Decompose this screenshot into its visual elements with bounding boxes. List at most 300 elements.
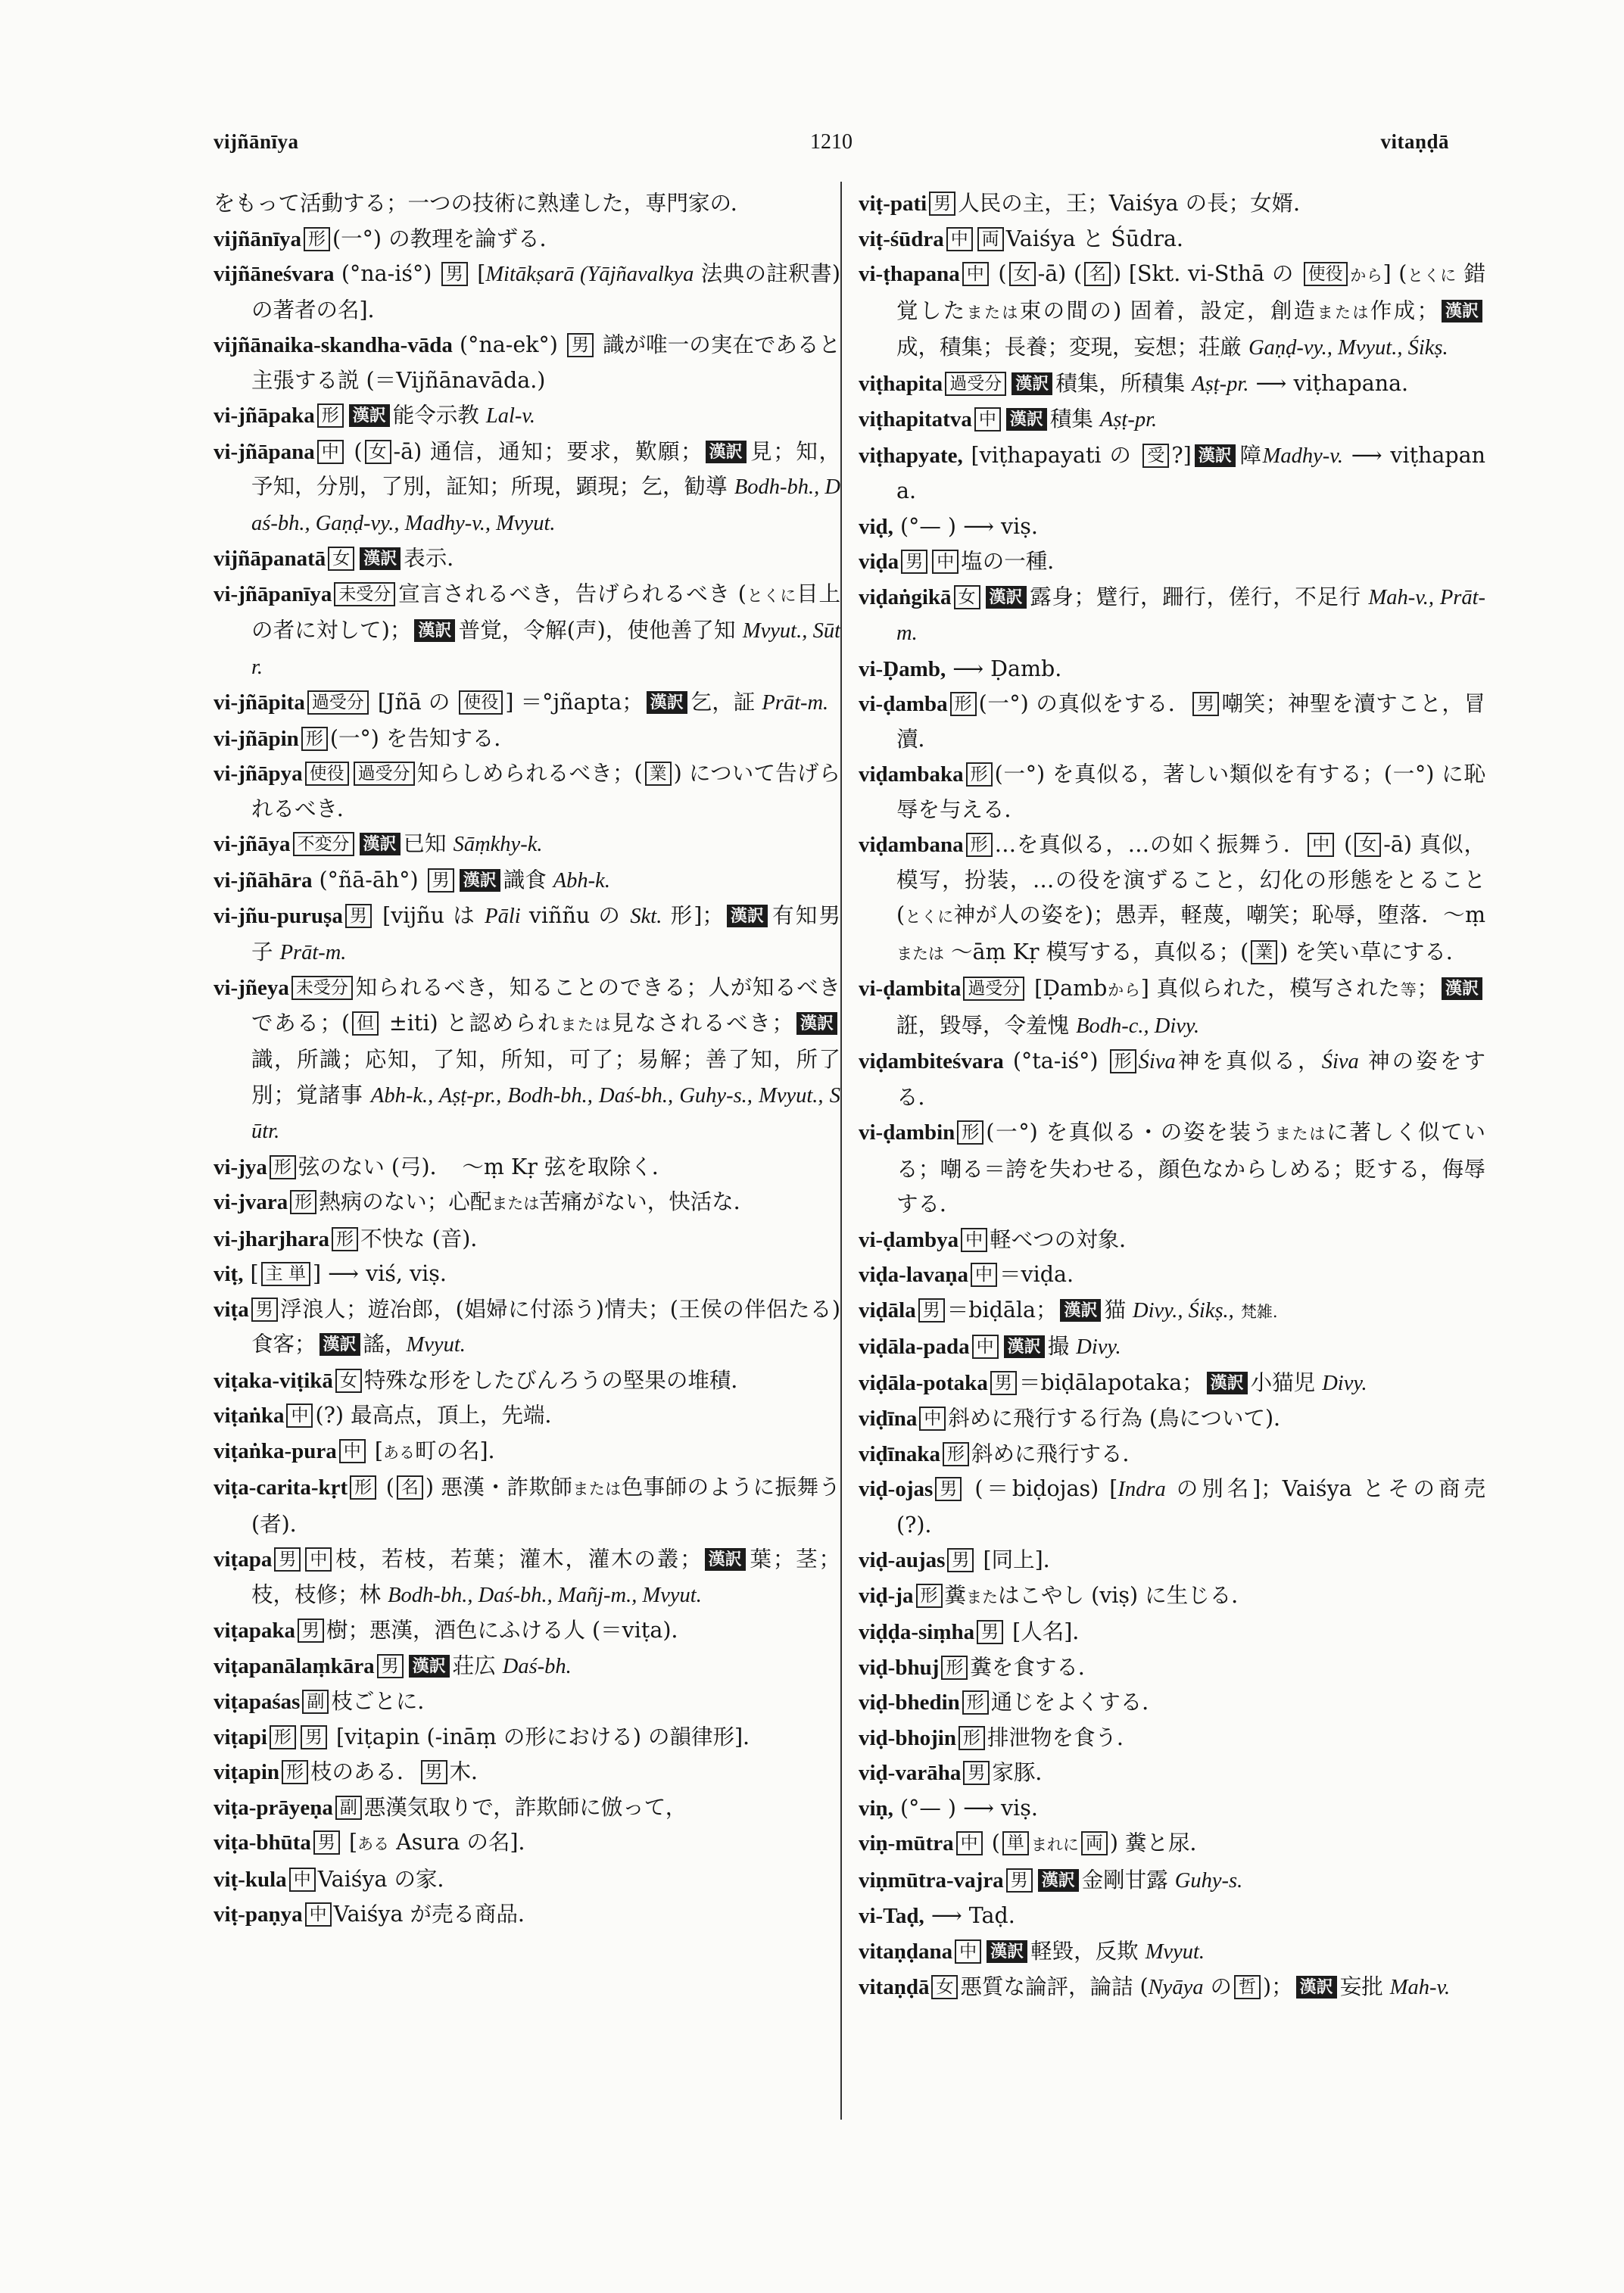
headword: viṭ-śūdra — [859, 226, 944, 251]
headword: vi-ḍambya — [859, 1227, 959, 1252]
headword: viḍa — [859, 550, 899, 574]
headword: vijñāneśvara — [214, 262, 335, 286]
grammar-tag: 中 — [955, 1939, 981, 1964]
translation-tag: 漢訳 — [1442, 977, 1482, 1000]
grammar-tag: 形 — [301, 727, 328, 751]
entry-text: ＝biḍālapotaka； — [1018, 1369, 1204, 1395]
entry-text: ±iti) と認められ — [381, 1010, 561, 1036]
grammar-tag: 男 — [301, 1725, 327, 1749]
dictionary-entry — [214, 1897, 840, 1933]
translation-tag: 漢訳 — [1296, 1976, 1337, 1999]
headword: viṭ-pati — [859, 192, 927, 216]
headword: vi-jñāhāra — [214, 868, 313, 893]
grammar-tag: 形 — [959, 1726, 985, 1750]
headword: viḍāla-pada — [859, 1335, 970, 1359]
grammar-tag: 形 — [270, 1725, 296, 1749]
grammar-tag: 男 — [918, 1298, 945, 1323]
small-note: 等 — [1400, 981, 1417, 999]
dictionary-entry — [214, 970, 840, 1150]
headword: viḍ-aujas — [859, 1548, 946, 1572]
source-abbrev: Mvyut., Sūtr. — [251, 619, 840, 679]
dictionary-entry — [859, 1223, 1485, 1258]
source-abbrev: Abh-k. — [553, 868, 610, 893]
dictionary-entry — [859, 1970, 1485, 2006]
grammar-tag: 形 — [350, 1475, 376, 1500]
dictionary-entry — [859, 1826, 1485, 1863]
grammar-tag: 中 — [1308, 833, 1334, 857]
dictionary-entry — [859, 1899, 1485, 1934]
entry-text: ( — [379, 1475, 394, 1500]
grammar-tag: 男 — [251, 1298, 278, 1322]
grammar-tag: 形 — [270, 1155, 296, 1179]
entry-text: 浮浪人；遊冶郎，(娼婦に付添う)情夫；(王侯の伴侶たる)食客； — [251, 1296, 840, 1357]
grammar-tag: 受 — [1142, 444, 1169, 468]
entry-text: 枝ごとに． — [331, 1689, 439, 1714]
dictionary-entry — [214, 1257, 840, 1292]
grammar-tag: 女 — [1009, 262, 1036, 286]
source-abbrev: Mitākṣarā (Yājñavalkya — [485, 263, 694, 286]
headword: viḍ-bhedin — [859, 1690, 960, 1715]
dictionary-entry — [214, 1790, 840, 1826]
grammar-tag: 使役 — [305, 762, 349, 786]
entry-text: 障 — [1238, 442, 1263, 468]
headword: vi-ḍambita — [859, 977, 962, 1001]
grammar-tag: 中 — [971, 1263, 997, 1287]
grammar-tag: 男 — [990, 1371, 1017, 1395]
entry-text: 町の名]． — [414, 1438, 510, 1463]
entry-text: 宣言されるべき，告げられるべき ( — [397, 581, 747, 606]
source-abbrev: Bodh-bh., Daś-bh., Gaṇḍ-vy., Madhy-v., Mvyut. — [251, 475, 841, 535]
entry-text: Vaiśya の家． — [317, 1866, 460, 1892]
dictionary-entry — [859, 1756, 1485, 1791]
translation-tag: 漢訳 — [796, 1012, 837, 1035]
dictionary-entry — [214, 1825, 840, 1862]
headword: viṭhapyate, — [859, 443, 963, 468]
small-note: または — [966, 303, 1020, 322]
source-abbrev: Madhy-v. — [1262, 444, 1343, 468]
entry-text: ) [Skt. vi-Sthā の — [1113, 261, 1301, 286]
dictionary-entry — [859, 1791, 1485, 1827]
entry-text: [ — [367, 1438, 383, 1463]
headword: vitaṇḍana — [859, 1939, 953, 1964]
entry-text: 嘲笑；神聖を瀆すこと，冒瀆． — [896, 691, 1485, 752]
entry-text: 積集，所積集 — [1055, 370, 1192, 396]
entry-text: 誑，毀辱，令羞愧 — [896, 1012, 1077, 1038]
entry-text: 能令示教 — [392, 403, 486, 428]
entry-text: 糞 — [944, 1582, 967, 1608]
headword: vi-jya — [214, 1154, 267, 1179]
entry-text: (一°) の教理を論ずる． — [332, 226, 562, 251]
entry-text: ( — [345, 438, 363, 464]
source-abbrev: Skt. — [630, 905, 662, 928]
dictionary-entry — [214, 577, 840, 686]
source-abbrev: Lal-v. — [485, 404, 536, 428]
source-abbrev: Guhy-s. — [1174, 1868, 1243, 1893]
grammar-tag: 男 — [441, 262, 468, 286]
grammar-tag: 形 — [966, 833, 993, 857]
entry-text: ； — [1417, 976, 1439, 1001]
source-abbrev: Divy., Śikṣ., — [1133, 1298, 1234, 1323]
running-head-left: vijñānīya — [214, 130, 299, 153]
translation-tag: 漢訳 — [409, 1655, 450, 1678]
dictionary-entry — [859, 1472, 1485, 1543]
entry-text: -ā) 真似，模写，扮装，…の役を演ずること，幻化の形態をとること ( — [896, 832, 1485, 927]
dictionary-entry — [859, 1401, 1485, 1437]
headword: viṭa-prāyeṇa — [214, 1795, 333, 1820]
headword: vijñāpanatā — [214, 547, 326, 571]
grammar-tag: 中 — [972, 1335, 999, 1359]
headword: viḍambana — [859, 833, 964, 857]
page-number: 1210 — [810, 130, 853, 154]
entry-text: (°ñā-āh°) — [312, 867, 425, 893]
small-note: または — [896, 944, 944, 963]
grammar-tag: 形 — [916, 1584, 943, 1608]
small-note: または — [491, 1195, 540, 1213]
entry-text: をもって活動する；一つの技術に熟達した，専門家の． — [214, 191, 753, 216]
headword: vi-jñāpin — [214, 726, 299, 751]
entry-text: に著しく似ている；嘲る＝誇を失わせる，顔色なからしめる；貶する，侮辱する． — [896, 1120, 1485, 1217]
dictionary-entry — [214, 328, 840, 398]
entry-text: 人民の主，王；Vaiśya の長；女婿． — [958, 191, 1315, 216]
dictionary-entry — [214, 827, 840, 863]
entry-text: ⟶ Taḍ. — [924, 1903, 1015, 1928]
grammar-tag: 男 — [977, 1620, 1003, 1644]
dictionary-entry — [214, 1470, 840, 1542]
headword: viṭa — [214, 1297, 249, 1322]
entry-text: -ā) 通信，通知；要求，歎願； — [393, 438, 703, 464]
entry-text: ⟶ viṭhapana. — [1248, 370, 1409, 396]
dictionary-entry — [214, 756, 840, 827]
entry-text: ?] — [1171, 442, 1192, 468]
entry-text: 積集 — [1049, 407, 1100, 431]
headword: vi-jñāpanīya — [214, 581, 332, 606]
entry-text: ＝viḍa. — [999, 1262, 1074, 1287]
entry-text: (°na-ek°) — [452, 332, 565, 357]
small-note: ある — [357, 1835, 390, 1853]
grammar-tag: 不変分 — [293, 832, 354, 856]
dictionary-entry — [214, 863, 840, 899]
entry-text: 小猫児 — [1250, 1369, 1323, 1395]
entry-text: 知られるべき，知ることのできる；人が知るべきである；( — [251, 975, 840, 1036]
entry-text: (一°) を真似る・の姿を装う — [986, 1120, 1275, 1145]
grammar-tag: 副 — [302, 1690, 329, 1714]
entry-text: [人名]． — [1005, 1619, 1094, 1644]
entry-text: ] ＝°jñapta； — [505, 690, 644, 715]
headword: vijñānīya — [214, 226, 302, 251]
entry-text: 猫 — [1104, 1297, 1133, 1323]
dictionary-entry — [859, 1115, 1485, 1223]
translation-tag: 漢訳 — [360, 547, 401, 570]
entry-text: (一°) を真似る，著しい類似を有する；(一°) に恥辱を与える． — [896, 762, 1485, 822]
entry-text: 葉；茎；枝，枝修；林 — [251, 1547, 840, 1607]
grammar-tag: 女 — [328, 547, 354, 571]
entry-text: 目上の者に対して)； — [251, 581, 840, 643]
dictionary-entry — [859, 1437, 1485, 1472]
dictionary-entry — [859, 827, 1485, 971]
grammar-tag: 過受分 — [307, 690, 369, 715]
entry-text: 束の間の) 固着，設定，創造 — [1019, 298, 1317, 323]
grammar-tag: 男 — [428, 868, 454, 893]
grammar-tag: 女 — [1354, 833, 1381, 857]
grammar-tag: 主 単 — [261, 1262, 310, 1286]
entry-text: 塩の一種． — [961, 549, 1069, 574]
headword: vi-ṭhapana — [859, 262, 960, 286]
entry-text: [ — [243, 1261, 259, 1286]
dictionary-entry — [859, 257, 1485, 366]
grammar-tag: 中 — [962, 262, 989, 286]
source-abbrev: Prāt-m. — [762, 691, 829, 715]
entry-text: 形]； — [662, 903, 724, 928]
source-abbrev: Mvyut. — [406, 1333, 466, 1357]
headword: viḍāla-potaka — [859, 1370, 988, 1395]
entry-text: 弦のない (弓)． ～ṃ Kṛ 弦を取除く． — [298, 1154, 674, 1179]
translation-tag: 漢訳 — [647, 691, 687, 714]
entry-text: (°na-iś°) — [334, 261, 439, 286]
entry-text: ( — [990, 261, 1007, 286]
grammar-tag: 男 — [1006, 1868, 1033, 1893]
entry-text: 斜めに飛行する． — [971, 1441, 1145, 1466]
running-head-right: vitaṇḍā — [1380, 130, 1449, 153]
entry-text: (＝biḍojas) [ — [964, 1476, 1118, 1501]
grammar-tag: 形 — [957, 1120, 983, 1145]
dictionary-entry — [214, 685, 840, 721]
dictionary-entry — [214, 1150, 840, 1185]
grammar-tag: 形 — [317, 403, 344, 428]
grammar-tag: 形 — [966, 762, 993, 787]
grammar-tag: 女 — [365, 440, 391, 464]
headword: viṭapa — [214, 1547, 273, 1572]
source-abbrev: Divy. — [1322, 1371, 1367, 1395]
headword: viḍ-ojas — [859, 1477, 934, 1501]
dictionary-entry — [859, 544, 1485, 580]
translation-tag: 漢訳 — [1195, 444, 1236, 467]
dictionary-entry — [859, 580, 1485, 652]
dictionary-entry — [859, 1650, 1485, 1686]
dictionary-entry — [859, 1543, 1485, 1578]
entry-text: 妄批 — [1339, 1974, 1390, 1999]
entry-text: 識，所識；応知，了知，所知，可了；易解；善了知，所了別；覚諸事 — [251, 1047, 840, 1108]
translation-tag: 漢訳 — [727, 905, 768, 927]
entry-text: [Ḍamb — [1027, 976, 1108, 1001]
grammar-tag: 未受分 — [291, 976, 353, 1000]
grammar-tag: 男 — [963, 1761, 990, 1785]
right-column — [859, 186, 1485, 2006]
translation-tag: 漢訳 — [1004, 1335, 1045, 1358]
entry-text: 表示． — [404, 546, 469, 571]
entry-text — [1234, 1298, 1241, 1323]
headword: viḍīna — [859, 1407, 918, 1431]
column-divider — [840, 182, 842, 2120]
entry-text: 露身；躄行，跚行，傞行，不足行 — [1029, 584, 1369, 609]
translation-tag: 漢訳 — [414, 619, 455, 642]
entry-continuation — [214, 186, 840, 222]
entry-text: 軽べつの対象． — [990, 1226, 1141, 1252]
entry-text: [viṭhapayati の — [962, 442, 1141, 468]
dictionary-entry — [214, 899, 840, 970]
small-note: または — [1274, 1125, 1327, 1143]
entry-text: [ — [341, 1830, 358, 1855]
source-abbrev: Aṣṭ-pr. — [1192, 372, 1249, 396]
dictionary-entry — [859, 438, 1485, 509]
source-abbrev: Aṣṭ-pr. — [1099, 408, 1158, 431]
headword: viṭ-kula — [214, 1867, 287, 1892]
headword: vi-jñāpita — [214, 690, 305, 715]
grammar-tag: 中 — [946, 227, 973, 251]
translation-tag: 漢訳 — [460, 869, 500, 892]
entry-text: [同上]． — [976, 1547, 1065, 1572]
headword: viḍāla — [859, 1298, 916, 1323]
small-note: とくに — [746, 586, 797, 605]
small-note: から — [1107, 981, 1141, 999]
grammar-tag: 中 — [961, 1228, 987, 1252]
dictionary-entry — [859, 402, 1485, 438]
headword: viṭa-carita-kṛt — [214, 1475, 348, 1500]
small-note: まれに — [1030, 1836, 1079, 1854]
dictionary-entry — [859, 1615, 1485, 1650]
entry-text: 見；知，予知，分別，了別，証知；所現，顕現；乞，勧導 — [251, 438, 840, 499]
dictionary-entry — [859, 757, 1485, 827]
translation-tag: 漢訳 — [320, 1333, 360, 1356]
grammar-tag: 女 — [931, 1975, 958, 1999]
grammar-tag: 中 — [305, 1547, 332, 1572]
translation-tag: 漢訳 — [1006, 408, 1047, 431]
grammar-tag: 単 — [1002, 1831, 1029, 1855]
grammar-tag: 形 — [282, 1760, 308, 1784]
entry-text: (°ta-iś°) — [1003, 1048, 1108, 1073]
entry-text: ⟶ viṭhapana. — [896, 442, 1485, 503]
headword: viḍa-lavaṇa — [859, 1263, 969, 1287]
grammar-tag: 中 — [919, 1407, 946, 1431]
headword: viṇ, — [859, 1796, 893, 1821]
entry-text: 乞，証 — [690, 690, 762, 715]
grammar-tag: 使役 — [459, 690, 503, 715]
grammar-tag: 哲 — [1234, 1975, 1261, 1999]
entry-text: 悪漢気取りで，詐欺師に倣って， — [363, 1794, 687, 1820]
headword: vijñānaika-skandha-vāda — [214, 333, 453, 357]
entry-text: -ā) ( — [1037, 261, 1083, 286]
dictionary-entry — [214, 1755, 840, 1790]
entry-text: 悪質な論評，論詰 ( — [960, 1974, 1149, 1999]
grammar-tag: 男 — [901, 550, 927, 574]
entry-text: Vaiśya と Śūdra． — [1005, 226, 1199, 251]
headword: vi-jñāpana — [214, 439, 315, 464]
headword: viṭaṅka-pura — [214, 1438, 337, 1463]
dictionary-entry — [859, 366, 1485, 403]
page-header — [214, 130, 1449, 160]
translation-tag: 漢訳 — [360, 833, 401, 855]
small-note: から — [1349, 266, 1383, 285]
entry-text: ) 糞と尿． — [1109, 1830, 1212, 1855]
grammar-tag: 形 — [962, 1690, 989, 1715]
source-abbrev: Divy. — [1076, 1335, 1121, 1359]
headword: vi-jñāya — [214, 832, 291, 856]
dictionary-entry — [859, 1044, 1485, 1115]
grammar-tag: 過受分 — [354, 762, 415, 786]
translation-tag: 漢訳 — [987, 1940, 1027, 1963]
source-abbrev: Daś-bh. — [502, 1654, 572, 1678]
translation-tag: 漢訳 — [349, 404, 390, 427]
dictionary-entry — [859, 186, 1485, 222]
headword: vi-Taḍ, — [859, 1904, 924, 1928]
dictionary-entry — [859, 1578, 1485, 1615]
entry-text: 荘広 — [452, 1653, 503, 1678]
entry-text: 排泄物を食う． — [987, 1724, 1139, 1750]
headword: viḍambaka — [859, 762, 964, 787]
grammar-tag: 形 — [950, 692, 977, 716]
dictionary-entry — [859, 1685, 1485, 1721]
headword: viḍaṅgikā — [859, 584, 952, 609]
left-column — [214, 186, 840, 1933]
entry-text: 家豚． — [992, 1760, 1057, 1785]
headword: vi-jñāpya — [214, 762, 303, 786]
grammar-tag: 形 — [304, 227, 330, 251]
headword: viṭhapitatva — [859, 407, 972, 431]
grammar-tag: 業 — [1251, 940, 1277, 964]
dictionary-entry — [859, 652, 1485, 687]
grammar-tag: 中 — [286, 1404, 313, 1428]
dictionary-entry — [859, 687, 1485, 757]
grammar-tag: 形 — [1110, 1049, 1136, 1073]
entry-text: (一°) の真似をする． — [978, 691, 1190, 716]
headword: viḍambiteśvara — [859, 1049, 1004, 1073]
entry-text: )； — [1263, 1974, 1293, 1999]
source-abbrev: Indra — [1117, 1478, 1166, 1501]
grammar-tag: 中 — [974, 407, 1001, 431]
grammar-tag: 男 — [377, 1654, 404, 1678]
dictionary-entry — [859, 1721, 1485, 1756]
entry-text: viññu の — [520, 903, 631, 928]
dictionary-entry — [859, 1293, 1485, 1330]
headword: viḍ-ja — [859, 1583, 914, 1608]
headword: viṭhapita — [859, 371, 943, 396]
source-abbrev: Bodh-c., Divy. — [1076, 1014, 1200, 1038]
headword: viṭapaka — [214, 1618, 295, 1643]
dictionary-entry — [214, 1434, 840, 1471]
dictionary-entry — [859, 1329, 1485, 1366]
entry-text: 識が唯一の実在であると主張する説 (＝Vijñānavāda.) — [251, 332, 840, 393]
small-note: または — [560, 1015, 613, 1034]
grammar-tag: 男 — [947, 1548, 974, 1572]
entry-text: ( — [984, 1830, 1000, 1855]
grammar-tag: 未受分 — [334, 582, 395, 606]
grammar-tag: 形 — [943, 1442, 969, 1466]
grammar-tag: 但 — [352, 1011, 379, 1036]
translation-tag: 漢訳 — [1442, 300, 1482, 322]
grammar-tag: 両 — [977, 227, 1004, 251]
entry-text: 苦痛がない，快活な． — [539, 1189, 756, 1214]
dictionary-entry — [214, 1292, 840, 1363]
entry-text: …を真似る，…の如く振舞う． — [994, 832, 1306, 857]
headword: viṭ, — [214, 1262, 244, 1286]
grammar-tag: 男 — [567, 333, 594, 357]
entry-text: 作成； — [1370, 298, 1439, 323]
source-abbrev: Bodh-bh., Daś-bh., Mañj-m., Mvyut. — [388, 1583, 702, 1607]
dictionary-entry — [214, 1185, 840, 1222]
grammar-tag: 中 — [317, 440, 344, 464]
entry-text: ] ⟶ viś, viṣ. — [312, 1261, 447, 1286]
entry-text: 見なされるべき； — [612, 1010, 793, 1036]
dictionary-entry — [859, 1257, 1485, 1293]
grammar-tag: 使役 — [1304, 262, 1348, 286]
entry-text: 糞を食する． — [970, 1654, 1100, 1680]
dictionary-entry — [859, 971, 1485, 1044]
entry-text: 法典の註釈書) の著者の名]． — [251, 261, 840, 322]
entry-text: 特殊な形をしたびんろうの堅果の堆積． — [363, 1367, 753, 1393]
entry-text: [Jñā の — [370, 690, 457, 715]
entry-text: 知らしめられるべき；( — [416, 761, 643, 786]
headword: vitaṇḍā — [859, 1975, 930, 1999]
dictionary-entry — [859, 1366, 1485, 1402]
